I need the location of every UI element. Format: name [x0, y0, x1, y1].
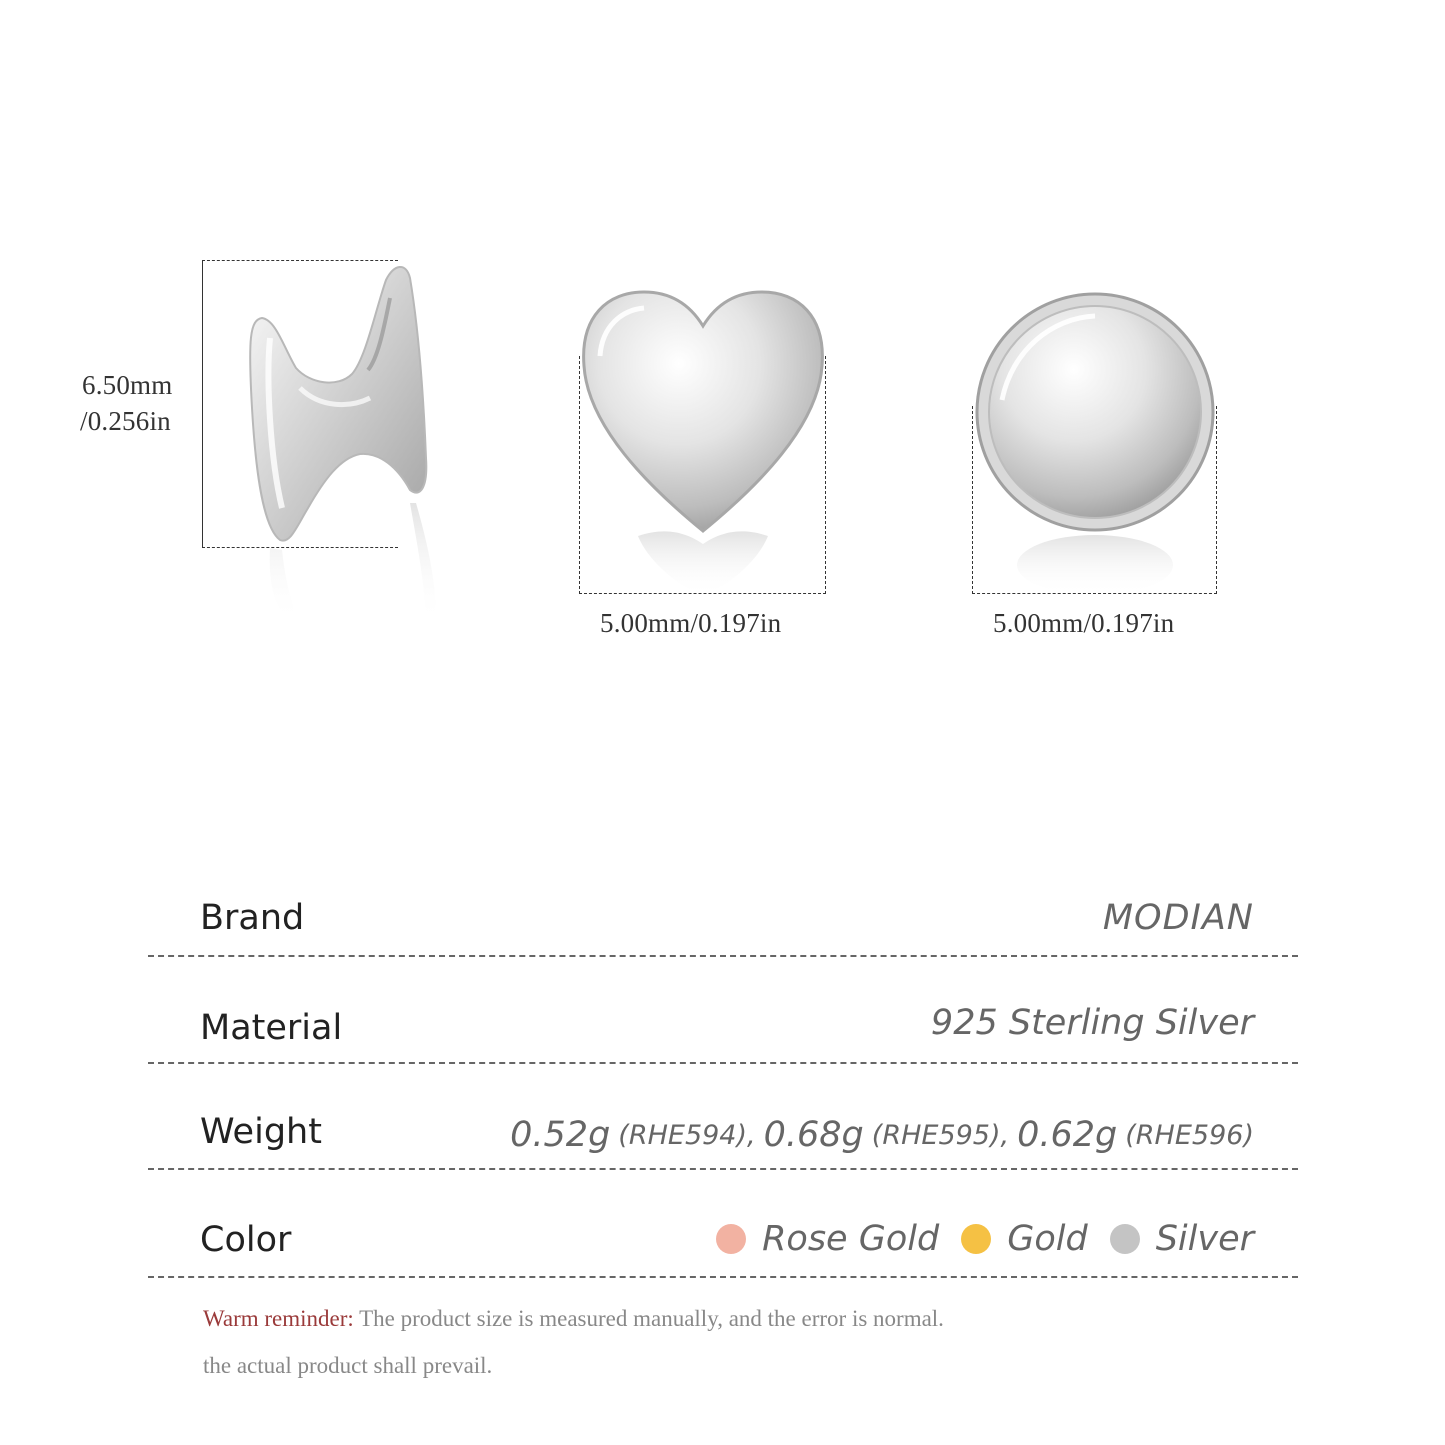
material-value: 925 Sterling Silver	[930, 1003, 1254, 1043]
weight-separator: ,	[1000, 1119, 1010, 1151]
color-label: Color	[200, 1220, 292, 1260]
color-options	[694, 1219, 1254, 1259]
weight-value: 0.52g	[510, 1115, 611, 1155]
color-option-silver[interactable]	[1110, 1219, 1254, 1259]
brand-label: Brand	[200, 898, 305, 938]
color-option-label: Gold	[1007, 1219, 1088, 1259]
brand-value: MODIAN	[1102, 898, 1254, 938]
weight-code: (RHE596)	[1125, 1119, 1254, 1151]
round-width-label: 5.00mm/0.197in	[993, 608, 1175, 638]
divider	[148, 1168, 1298, 1170]
heart-width-label: 5.00mm/0.197in	[600, 608, 782, 638]
color-option-label: Silver	[1155, 1219, 1254, 1259]
reminder-line-1	[203, 1306, 944, 1332]
color-option-label: Rose Gold	[762, 1219, 940, 1259]
gold-swatch-icon	[961, 1224, 991, 1254]
divider	[148, 955, 1298, 957]
height-in-label: /0.256in	[80, 406, 171, 436]
silver-swatch-icon	[1110, 1224, 1140, 1254]
weight-code: (RHE594)	[618, 1119, 748, 1151]
divider	[148, 1062, 1298, 1064]
weight-value: 0.62g	[1017, 1115, 1118, 1155]
round-earring-image	[972, 290, 1218, 600]
reminder-prefix: Warm reminder:	[203, 1306, 354, 1331]
color-option-gold[interactable]	[961, 1219, 1087, 1259]
height-mm-label: 6.50mm	[82, 370, 173, 400]
lightning-earring-image	[240, 258, 440, 628]
rose-gold-swatch-icon	[716, 1224, 746, 1254]
reminder-line-2: the actual product shall prevail.	[203, 1353, 493, 1378]
weight-value: 0.68g	[763, 1115, 864, 1155]
color-option-rose-gold[interactable]	[716, 1219, 939, 1259]
weight-code: (RHE595)	[871, 1119, 1001, 1151]
material-label: Material	[200, 1008, 343, 1048]
weight-values	[510, 1115, 1254, 1155]
weight-label: Weight	[200, 1112, 322, 1152]
reminder-text: The product size is measured manually, and the error is normal.	[353, 1306, 944, 1331]
heart-earring-image	[578, 286, 828, 606]
divider	[148, 1276, 1298, 1278]
weight-separator: ,	[747, 1119, 756, 1151]
